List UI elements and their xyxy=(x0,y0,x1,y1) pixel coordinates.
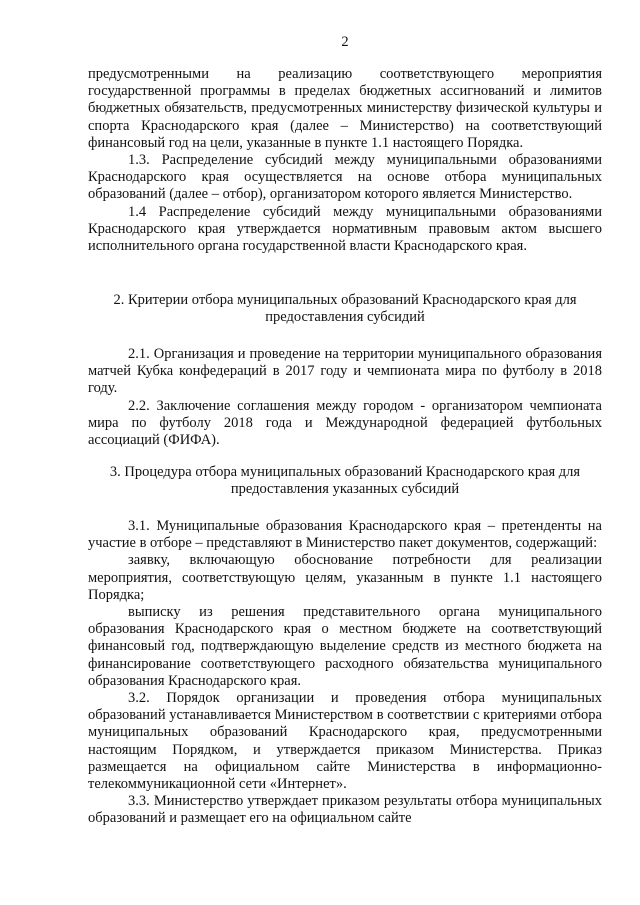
paragraph-2-2: 2.2. Заключение соглашения между городом - организатором чемпионата мира по футболу 2018 года и Международной федерацией футбольных ассоциаций (ФИФА). xyxy=(88,397,602,449)
section-3-heading: 3. Процедура отбора муниципальных образований Краснодарского края для предоставления указанных субсидий xyxy=(109,464,581,498)
section-2-heading: 2. Критерии отбора муниципальных образований Краснодарского края для предоставления субсидий xyxy=(113,292,577,326)
paragraph-3-2: 3.2. Порядок организации и проведения отбора муниципальных образований устанавливается Министерством в соответствии с критериями отбора муниципальных образований Краснодарского края, предусмотренными настоящим Порядком, и утверждается приказом Министерства. Приказ размещается на официальном сайте Министерства в информационно-телекоммуникационной сети «Интернет». xyxy=(88,690,602,793)
page-number: 2 xyxy=(341,34,349,50)
list-item-extract: выписку из решения представительного органа муниципального образования Краснодарского края о местном бюджете на соответствующий финансовый год, подтверждающую выделение средств из местного бюджета на финансирование соответствующего расходного обязательства муниципального образования Краснодарского края. xyxy=(88,604,602,689)
section-3-heading-block xyxy=(88,464,602,498)
section-2-heading-block xyxy=(88,292,602,326)
paragraph-3-1: 3.1. Муниципальные образования Краснодарского края – претенденты на участие в отборе – представляют в Министерство пакет документов, содержащий: xyxy=(88,518,602,552)
list-item-application: заявку, включающую обоснование потребности для реализации мероприятия, соответствующую целям, указанным в пункте 1.1 настоящего Порядка; xyxy=(88,552,602,603)
paragraph-1-3: 1.3. Распределение субсидий между муниципальными образованиями Краснодарского края осуществляется на основе отбора муниципальных образований (далее – отбор), организатором которого является Министерство. xyxy=(88,152,602,203)
section-3-text-block xyxy=(88,518,602,828)
paragraph-3-3: 3.3. Министерство утверждает приказом результаты отбора муниципальных образований и размещает его на официальном сайте xyxy=(88,793,602,827)
paragraph-2-1: 2.1. Организация и проведение на территории муниципального образования матчей Кубка конфедераций в 2017 году и чемпионата мира по футболу в 2018 году. xyxy=(88,346,602,397)
section-2-text-block xyxy=(88,346,602,449)
paragraph-continuation: предусмотренными на реализацию соответствующего мероприятия государственной программы в пределах бюджетных ассигнований и лимитов бюджетных обязательств, предусмотренных министерству физической культуры и спорта Краснодарского края (далее – Министерство) на соответствующий финансовый год на цели, указанные в пункте 1.1 настоящего Порядка. xyxy=(88,66,602,151)
paragraph-1-4: 1.4 Распределение субсидий между муниципальными образованиями Краснодарского края утверждается нормативным правовым актом высшего исполнительного органа государственной власти Краснодарского края. xyxy=(88,203,602,255)
intro-text-block xyxy=(88,66,602,255)
